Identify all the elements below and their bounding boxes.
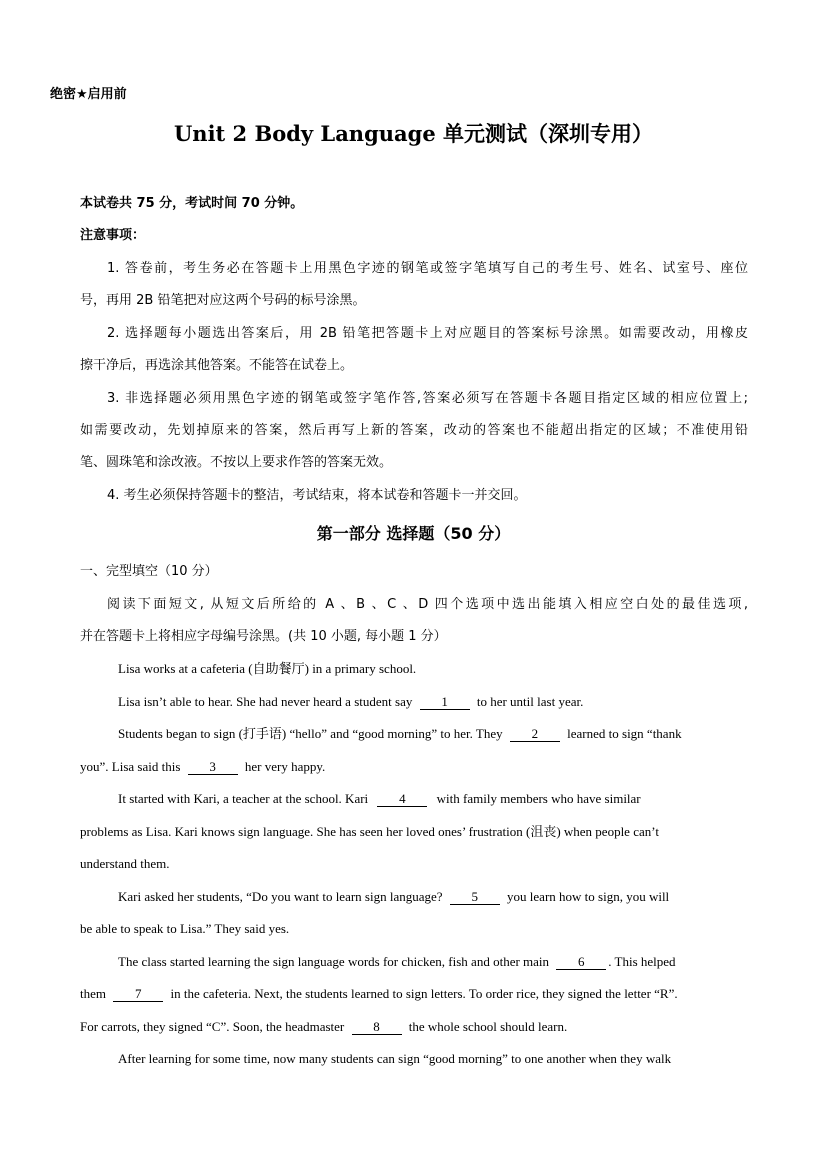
passage-p6-e: For carrots, they signed “C”. Soon, the headmaster [80,1019,345,1034]
secret-mark: 绝密★启用前 [50,87,127,102]
directions-line-1: 阅读下面短文, 从短文后所给的 A 、B 、C 、D 四个选项中选出能填入相应空白处的最佳选项, [107,597,748,612]
note-2-line-1: 2. 选择题每小题选出答案后，用 2B 铅笔把答题卡上对应题目的答案标号涂黑。如需要改动，用橡皮 [107,326,748,341]
note-3-line-2: 如需要改动，先划掉原来的答案，然后再写上新的答案，改动的答案也不能超出指定的区域；不准使用铅 [80,423,748,438]
note-1-line-2: 号，再用 2B 铅笔把对应这两个号码的标号涂黑。 [80,293,366,308]
blank-6: 6 [556,955,606,970]
passage-p4-a: It started with Kari, a teacher at the school. Kari [118,791,369,806]
page-title: Unit 2 Body Language 单元测试（深圳专用） [173,121,653,146]
passage-p3-c: you”. Lisa said this [80,759,181,774]
passage-p6-b: . This helped [608,954,676,969]
passage-p5-b: you learn how to sign, you will [507,889,670,904]
passage-p6-d: in the cafeteria. Next, the students learned to sign letters. To order rice, they signed the letter “R”. [170,986,678,1001]
exam-info: 本试卷共 75 分，考试时间 70 分钟。 [80,196,304,211]
passage-p3-a: Students began to sign (打手语) “hello” and “good morning” to her. They [118,726,503,741]
passage-p6-a: The class started learning the sign language words for chicken, fish and other main [118,954,550,969]
note-3-line-1: 3. 非选择题必须用黑色字迹的钢笔或签字笔作答,答案必须写在答题卡各题目指定区域的相应位置上; [107,391,748,406]
passage-p4-b: with family members who have similar [436,791,641,806]
note-4: 4. 考生必须保持答题卡的整洁，考试结束，将本试卷和答题卡一并交回。 [107,488,527,503]
passage-p6-line2 [80,987,678,1002]
directions-line-2: 并在答题卡上将相应字母编号涂黑。(共 10 小题, 每小题 1 分） [80,629,447,644]
passage-p2-b: to her until last year. [476,694,584,709]
blank-1: 1 [420,695,470,710]
passage-p2 [118,695,583,710]
passage-p5-c: be able to speak to Lisa.” They said yes. [80,921,290,936]
blank-7: 7 [113,987,163,1002]
passage-p6-c: them [80,986,106,1001]
blank-3: 3 [188,760,238,775]
passage-p5-a: Kari asked her students, “Do you want to learn sign language? [118,889,443,904]
note-2-line-2: 擦干净后，再选涂其他答案。不能答在试卷上。 [80,358,354,373]
notes-heading: 注意事项： [80,228,146,243]
blank-5: 5 [450,890,500,905]
passage-p3-line1 [118,727,682,742]
passage-p6-f: the whole school should learn. [408,1019,568,1034]
blank-8: 8 [352,1020,402,1035]
passage-p4-d: understand them. [80,856,170,871]
passage-p6-line3 [80,1020,567,1035]
passage-p3-b: learned to sign “thank [567,726,682,741]
passage-p1: Lisa works at a cafeteria (自助餐厅) in a primary school. [118,661,417,676]
section-title: 一、完型填空（10 分） [80,564,218,579]
passage-p5-line1 [118,890,669,905]
note-1-line-1: 1. 答卷前，考生务必在答题卡上用黑色字迹的钢笔或签字笔填写自己的考生号、姓名、试室号、座位 [107,261,748,276]
passage-p6-line1 [118,955,676,970]
note-3-line-3: 笔、圆珠笔和涂改液。不按以上要求作答的答案无效。 [80,455,393,470]
blank-4: 4 [377,792,427,807]
passage-p7-a: After learning for some time, now many students can sign “good morning” to one another when they walk [118,1051,672,1066]
passage-p2-a: Lisa isn’t able to hear. She had never heard a student say [118,694,413,709]
blank-2: 2 [510,727,560,742]
passage-p4-c: problems as Lisa. Kari knows sign language. She has seen her loved ones’ frustration (沮丧) when people can’t [80,824,659,839]
passage-p3-line2 [80,760,325,775]
part-1-heading: 第一部分 选择题（50 分） [316,524,511,543]
passage-p4-line1 [118,792,641,807]
passage-p3-d: her very happy. [244,759,326,774]
